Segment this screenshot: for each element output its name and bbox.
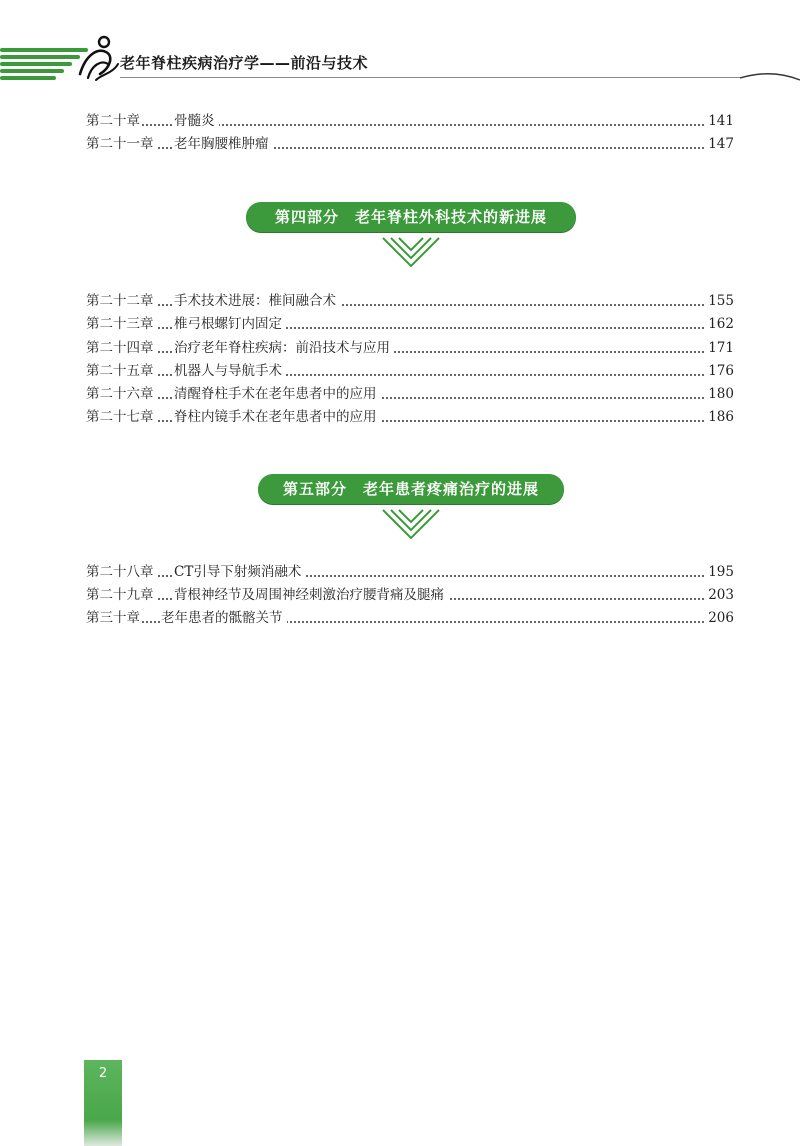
page-number: 162 xyxy=(704,313,734,335)
book-title: 老年脊柱疾病治疗学——前沿与技术 xyxy=(120,54,369,72)
chapter-title: CT引导下射频消融术 xyxy=(174,561,305,583)
running-figure-logo-icon xyxy=(76,34,122,82)
chapter-number: 第二十三章 xyxy=(86,313,156,335)
chapter-title: 背根神经节及周围神经刺激治疗腰背痛及腿痛 xyxy=(174,584,448,606)
toc-entry[interactable] xyxy=(86,561,734,583)
toc-entry[interactable] xyxy=(86,133,734,155)
page-number: 195 xyxy=(704,561,734,583)
header-rule xyxy=(120,77,740,78)
chapter-number: 第三十章 xyxy=(86,607,142,629)
toc-entry[interactable] xyxy=(86,360,734,382)
page-number: 206 xyxy=(704,607,734,629)
chapter-title: 治疗老年脊柱疾病：前沿技术与应用 xyxy=(174,337,394,359)
toc-entry[interactable] xyxy=(86,406,734,428)
toc-entry[interactable] xyxy=(86,110,734,132)
page-number-tab xyxy=(84,1060,122,1146)
page-number: 186 xyxy=(704,406,734,428)
chapter-title: 手术技术进展：椎间融合术 xyxy=(174,290,340,312)
page-number: 141 xyxy=(704,110,734,132)
toc-entry[interactable] xyxy=(86,383,734,405)
page-header xyxy=(0,30,800,90)
page-number: 2 xyxy=(98,1066,108,1081)
chapter-title: 老年患者的骶髂关节 xyxy=(161,607,287,629)
chapter-number: 第二十八章 xyxy=(86,561,156,583)
page-number: 180 xyxy=(704,383,734,405)
toc-entry[interactable] xyxy=(86,337,734,359)
page-number: 203 xyxy=(704,584,734,606)
chapter-number: 第二十章 xyxy=(86,110,142,132)
chapter-number: 第二十七章 xyxy=(86,406,156,428)
page-number: 176 xyxy=(704,360,734,382)
header-curve xyxy=(740,70,800,84)
chapter-number: 第二十四章 xyxy=(86,337,156,359)
part-banner: 第五部分 老年患者疼痛治疗的进展 xyxy=(258,474,564,504)
chapter-title: 老年胸腰椎肿瘤 xyxy=(174,133,273,155)
chapter-title: 骨髓炎 xyxy=(174,110,219,132)
page-number: 155 xyxy=(704,290,734,312)
toc-entry[interactable] xyxy=(86,607,734,629)
chapter-title: 脊柱内镜手术在老年患者中的应用 xyxy=(174,406,381,428)
chapter-number: 第二十五章 xyxy=(86,360,156,382)
page-number: 147 xyxy=(704,133,734,155)
chapter-number: 第二十二章 xyxy=(86,290,156,312)
toc-entry[interactable] xyxy=(86,290,734,312)
page-number: 171 xyxy=(704,337,734,359)
chevron-down-icon xyxy=(381,508,441,542)
chapter-number: 第二十一章 xyxy=(86,133,156,155)
chapter-number: 第二十六章 xyxy=(86,383,156,405)
toc-entry[interactable] xyxy=(86,313,734,335)
chevron-down-icon xyxy=(381,236,441,270)
chapter-title: 机器人与导航手术 xyxy=(174,360,286,382)
chapter-title: 清醒脊柱手术在老年患者中的应用 xyxy=(174,383,381,405)
toc-entry[interactable] xyxy=(86,584,734,606)
chapter-number: 第二十九章 xyxy=(86,584,156,606)
part-banner: 第四部分 老年脊柱外科技术的新进展 xyxy=(246,202,576,232)
chapter-title: 椎弓根螺钉内固定 xyxy=(174,313,286,335)
